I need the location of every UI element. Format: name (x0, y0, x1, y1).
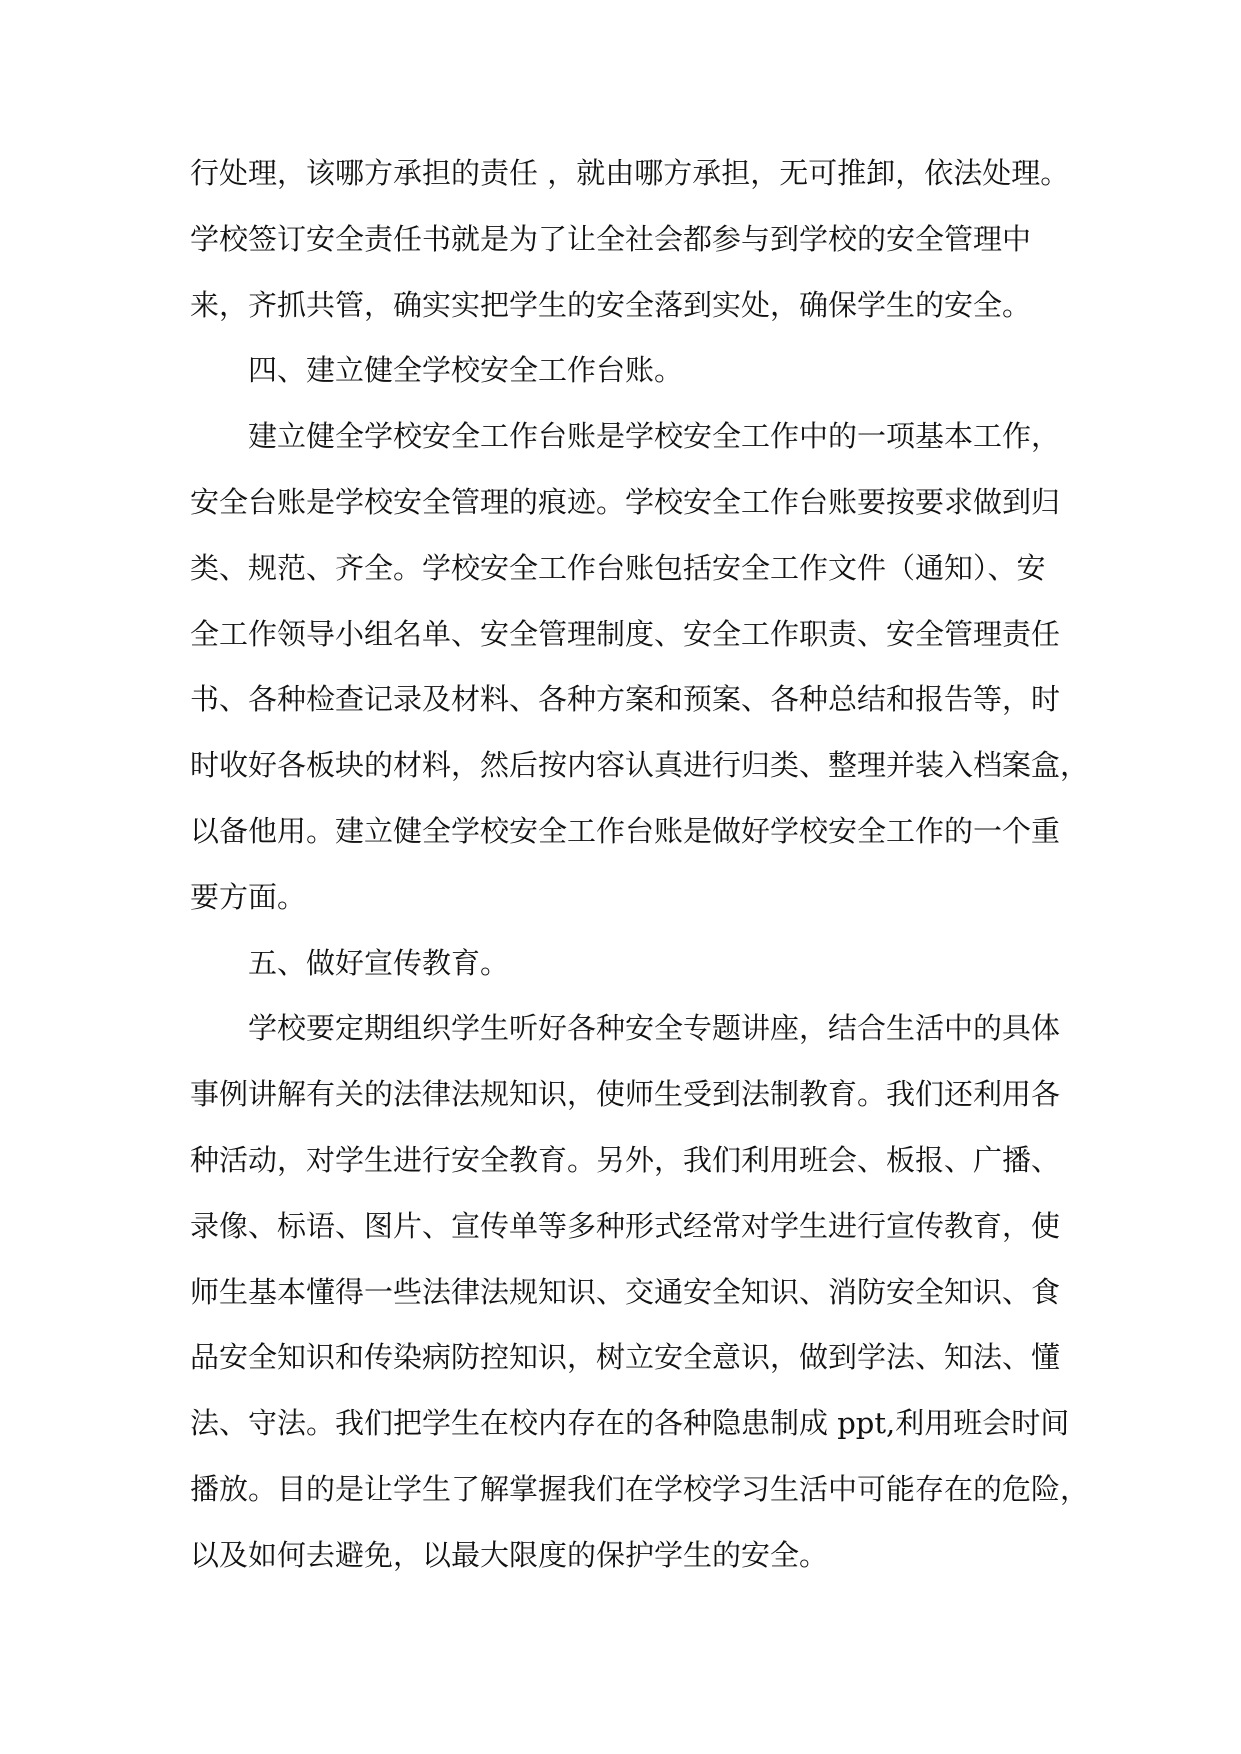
text-line: 录像、标语、图片、宣传单等多种形式经常对学生进行宣传教育，使 (190, 1208, 1061, 1243)
text-line: 以及如何去避免，以最大限度的保护学生的安全。 (190, 1537, 829, 1572)
section-heading-five: 五、做好宣传教育。 (248, 945, 510, 980)
text-line: 全工作领导小组名单、安全管理制度、安全工作职责、安全管理责任 (190, 616, 1061, 651)
text-line: 行处理，该哪方承担的责任 ，就由哪方承担，无可推卸，依法处理。 (190, 156, 1070, 190)
text-line: 以备他用。建立健全学校安全工作台账是做好学校安全工作的一个重 (190, 813, 1061, 848)
text-line: 播放。目的是让学生了解掌握我们在学校学习生活中可能存在的危险， (190, 1471, 1090, 1506)
text-line: 安全台账是学校安全管理的痕迹。学校安全工作台账要按要求做到归 (190, 484, 1061, 519)
text-line: 法、守法。我们把学生在校内存在的各种隐患制成 ppt,利用班会时间 (190, 1406, 1070, 1441)
text-line: 类、规范、齐全。学校安全工作台账包括安全工作文件（通知）、安 (190, 550, 1046, 585)
text-line: 师生基本懂得一些法律法规知识、交通安全知识、消防安全知识、食 (190, 1274, 1061, 1309)
document-body (190, 156, 1090, 1604)
text-line: 学校要定期组织学生听好各种安全专题讲座，结合生活中的具体 (248, 1011, 1061, 1046)
text-line: 来，齐抓共管，确实实把学生的安全落到实处，确保学生的安全。 (190, 287, 1032, 322)
text-line: 品安全知识和传染病防控知识，树立安全意识，做到学法、知法、懂 (190, 1340, 1061, 1375)
text-line: 事例讲解有关的法律法规知识，使师生受到法制教育。我们还利用各 (190, 1077, 1061, 1112)
text-line: 种活动，对学生进行安全教育。另外，我们利用班会、板报、广播、 (190, 1142, 1061, 1177)
text-line: 建立健全学校安全工作台账是学校安全工作中的一项基本工作， (248, 419, 1061, 454)
text-line: 学校签订安全责任书就是为了让全社会都参与到学校的安全管理中 (190, 221, 1032, 256)
text-line: 书、各种检查记录及材料、各种方案和预案、各种总结和报告等，时 (190, 682, 1061, 717)
text-line: 时收好各板块的材料，然后按内容认真进行归类、整理并装入档案盒， (190, 748, 1090, 783)
text-line: 要方面。 (190, 879, 307, 914)
section-heading-four: 四、建立健全学校安全工作台账。 (248, 353, 684, 388)
